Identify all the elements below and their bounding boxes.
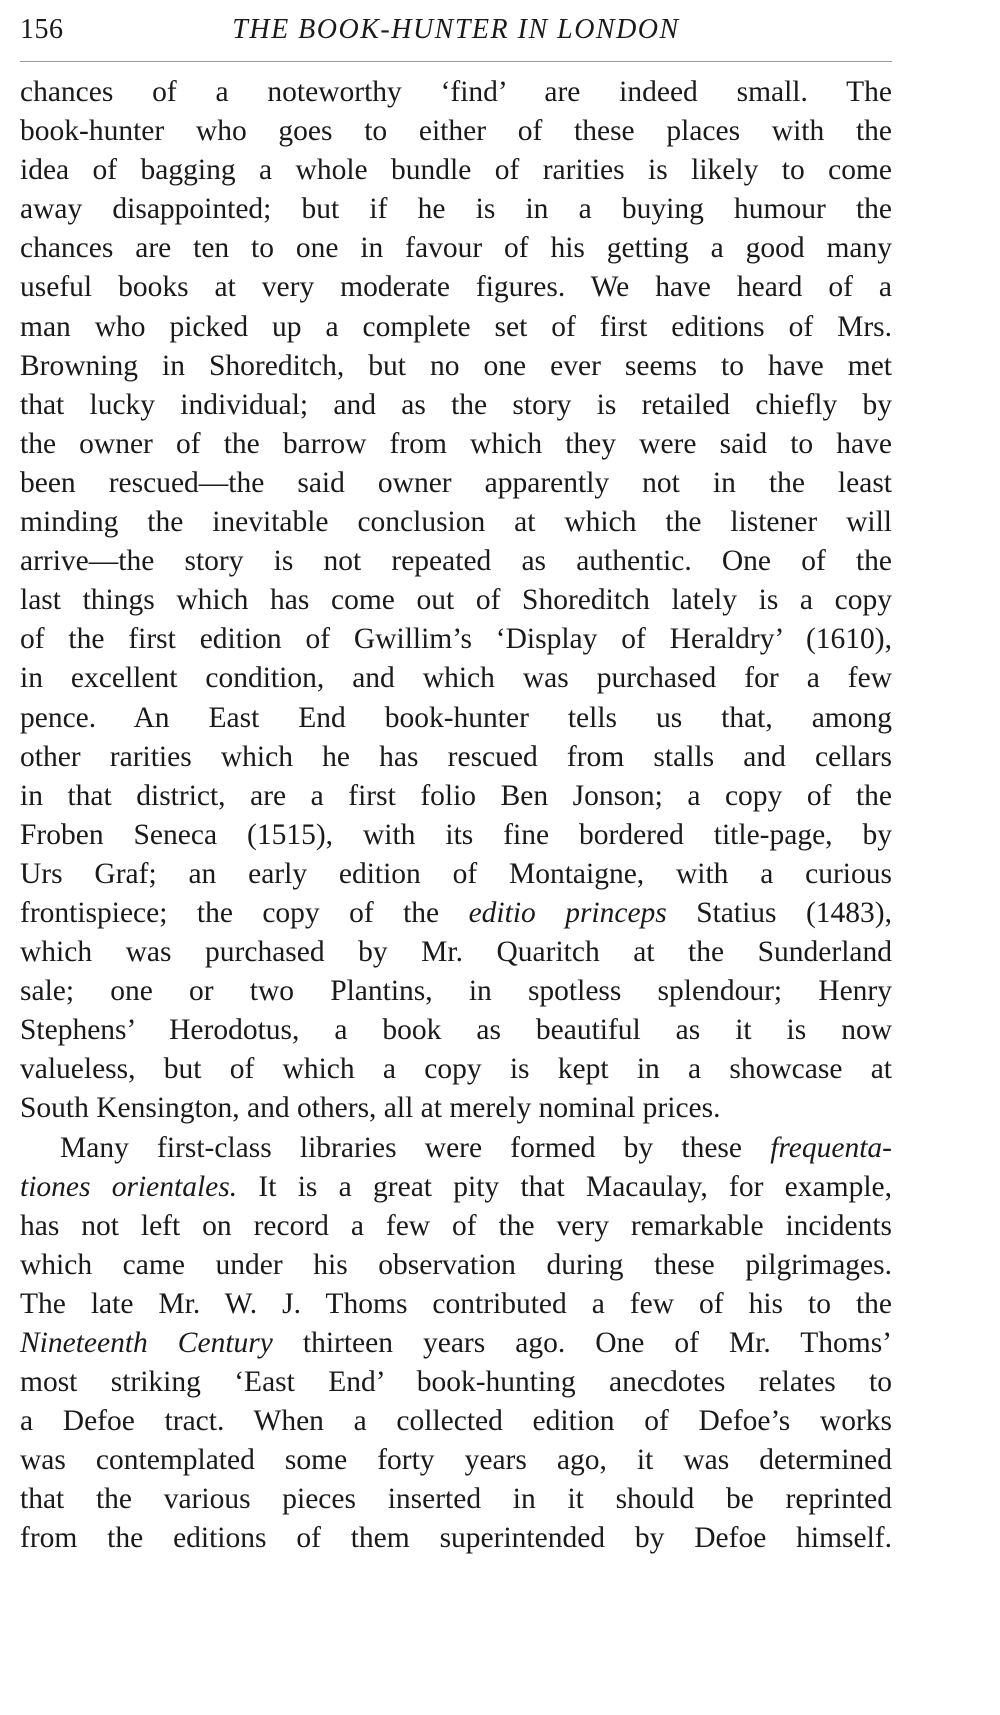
italic-phrase: frequenta- <box>770 1131 892 1164</box>
text-line: Stephens’ Herodotus, a book as beautiful as it is now <box>20 1014 892 1047</box>
text-run: Statius (1483), <box>666 896 892 929</box>
text-run: frontispiece; the copy of the <box>20 896 469 929</box>
text-line: idea of bagging a whole bundle of rarities is likely to come <box>20 154 892 187</box>
paragraph-2 <box>20 1129 892 1559</box>
text-run: It is a great pity that Macaulay, for example, <box>237 1170 892 1203</box>
text-line: that lucky individual; and as the story is retailed chiefly by <box>20 388 892 421</box>
text-line: the owner of the barrow from which they were said to have <box>20 427 892 460</box>
page-number: 156 <box>20 14 64 45</box>
text-line: last things which has come out of Shoreditch lately is a copy <box>20 584 892 617</box>
text-line: valueless, but of which a copy is kept in a showcase at <box>20 1053 892 1086</box>
body-text <box>20 73 892 1559</box>
paragraph-1 <box>20 73 892 1129</box>
text-line: in excellent condition, and which was purchased for a few <box>20 662 892 695</box>
header-rule <box>20 61 892 62</box>
text-line: pence. An East End book-hunter tells us that, among <box>20 701 892 734</box>
text-line <box>20 1324 892 1363</box>
text-line: been rescued—the said owner apparently not in the least <box>20 466 892 499</box>
text-line: Froben Seneca (1515), with its fine bordered title-page, by <box>20 818 892 851</box>
text-run: Many first-class libraries were formed by these <box>60 1131 771 1164</box>
text-line <box>20 1168 892 1207</box>
italic-title: Nineteenth Century <box>20 1327 273 1359</box>
text-line: Browning in Shoreditch, but no one ever seems to have met <box>20 349 892 382</box>
text-line: in that district, are a first folio Ben Jonson; a copy of the <box>20 779 892 812</box>
text-line: The late Mr. W. J. Thoms contributed a few of his to the <box>20 1287 892 1320</box>
text-line: away disappointed; but if he is in a buying humour the <box>20 193 892 226</box>
text-line: that the various pieces inserted in it should be reprinted <box>20 1483 892 1516</box>
text-line: chances are ten to one in favour of his getting a good many <box>20 232 892 265</box>
text-line: minding the inevitable conclusion at which the listener will <box>20 506 892 539</box>
text-line: man who picked up a complete set of first editions of Mrs. <box>20 310 892 343</box>
text-line: South Kensington, and others, all at merely nominal prices. <box>20 1092 721 1125</box>
italic-phrase: tiones orientales. <box>20 1170 238 1203</box>
text-line <box>20 894 892 933</box>
page-header <box>20 10 892 62</box>
running-head: THE BOOK-HUNTER IN LONDON <box>232 14 680 45</box>
text-line: arrive—the story is not repeated as authentic. One of the <box>20 545 892 578</box>
text-line: book-hunter who goes to either of these places with the <box>20 115 892 148</box>
italic-title: editio princeps <box>468 896 667 929</box>
text-line: of the first edition of Gwillim’s ‘Display of Heraldry’ (1610), <box>20 623 892 656</box>
text-line: chances of a noteworthy ‘find’ are indeed small. The <box>20 76 892 108</box>
text-line: which was purchased by Mr. Quaritch at the Sunderland <box>20 936 892 969</box>
text-line: Urs Graf; an early edition of Montaigne, with a curious <box>20 857 892 890</box>
text-line: from the editions of them superintended by Defoe himself. <box>20 1522 892 1555</box>
text-line: was contemplated some forty years ago, it was determined <box>20 1444 892 1477</box>
text-line: most striking ‘East End’ book-hunting anecdotes relates to <box>20 1366 892 1399</box>
text-line <box>20 1129 892 1168</box>
text-line: sale; one or two Plantins, in spotless splendour; Henry <box>20 975 892 1008</box>
text-run: thirteen years ago. One of Mr. Thoms’ <box>272 1327 892 1359</box>
text-line: useful books at very moderate figures. We have heard of a <box>20 271 892 304</box>
text-line: has not left on record a few of the very remarkable incidents <box>20 1209 892 1242</box>
text-line: other rarities which he has rescued from stalls and cellars <box>20 740 892 773</box>
text-line: which came under his observation during these pilgrimages. <box>20 1248 892 1281</box>
text-line: a Defoe tract. When a collected edition of Defoe’s works <box>20 1405 892 1438</box>
